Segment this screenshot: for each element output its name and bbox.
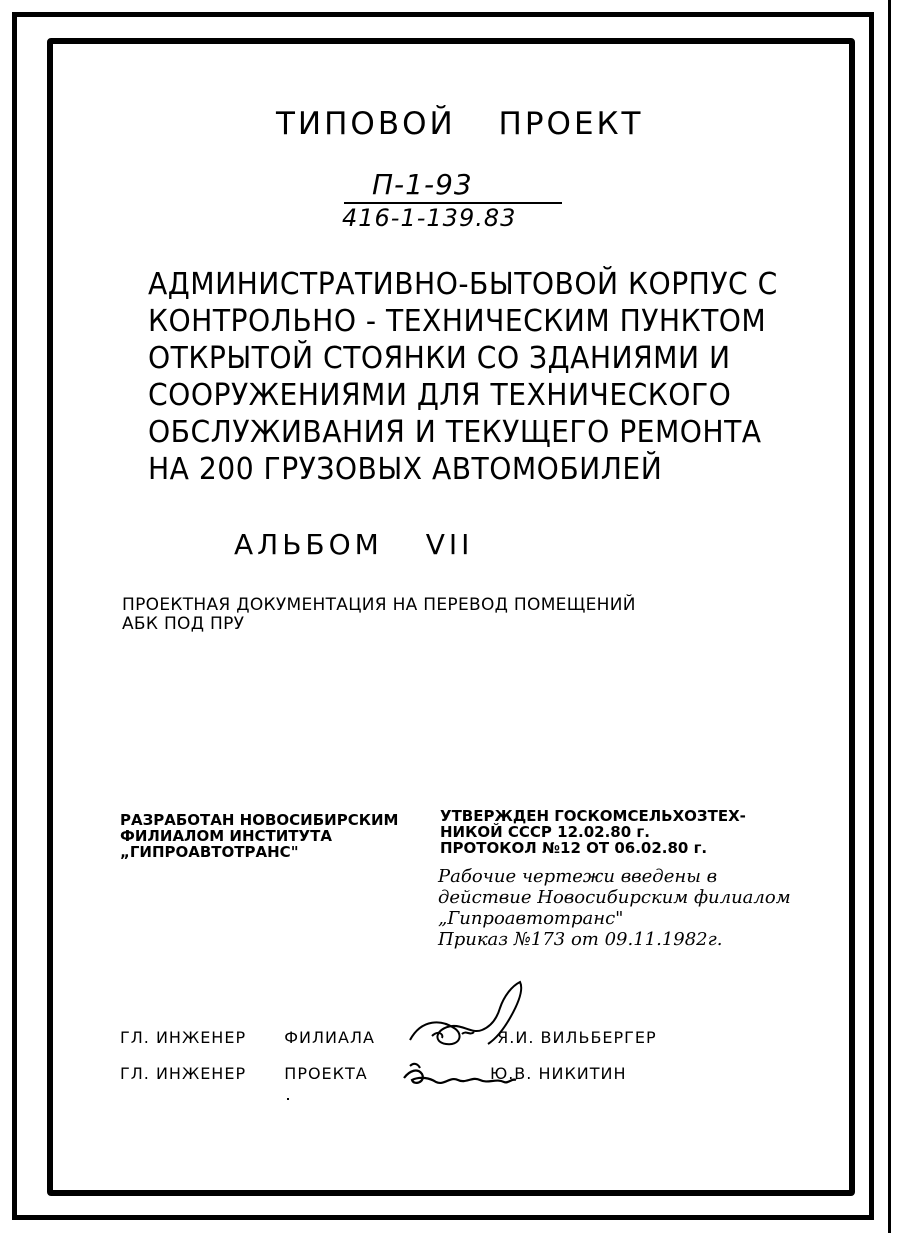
approval-line: УТВЕРЖДЕН ГОСКОМСЕЛЬХОЗТЕХ- [440, 807, 746, 825]
signature-row-branch [120, 1028, 657, 1047]
handwritten-signature-1 [402, 978, 532, 1058]
signature-unit: ПРОЕКТА [284, 1064, 368, 1083]
approval-line: НИКОЙ СССР 12.02.80 г. [440, 823, 650, 841]
project-series: ТИПОВОЙ ПРОЕКТ [276, 106, 644, 142]
title-line: ОБСЛУЖИВАНИЯ И ТЕКУЩЕГО РЕМОНТА [148, 415, 762, 450]
title-line: КОНТРОЛЬНО - ТЕХНИЧЕСКИМ ПУНКТОМ [148, 304, 767, 339]
project-code-denominator: 416-1-139.83 [342, 204, 517, 232]
signature-role: ГЛ. ИНЖЕНЕР [120, 1028, 247, 1047]
signature-name: Я.И. ВИЛЬБЕРГЕР [497, 1028, 657, 1047]
approval-block [440, 808, 746, 856]
note-line: „Гипроавтотранс" [438, 908, 624, 929]
document-description [122, 596, 636, 634]
developer-line: РАЗРАБОТАН НОВОСИБИРСКИМ [120, 811, 399, 829]
note-line: действие Новосибирским филиалом [438, 887, 791, 908]
developer-block [120, 812, 398, 860]
approval-line: ПРОТОКОЛ №12 ОТ 06.02.80 г. [440, 839, 708, 857]
signature-unit: ФИЛИАЛА [284, 1028, 375, 1047]
signature-name: Ю.В. НИКИТИН [489, 1064, 627, 1083]
album-label: АЛЬБОМ VII [234, 528, 474, 561]
page-edge-line [888, 0, 891, 1233]
title-line: АДМИНИСТРАТИВНО-БЫТОВОЙ КОРПУС С [148, 267, 778, 302]
note-line: Рабочие чертежи введены в [438, 866, 718, 887]
note-line: Приказ №173 от 09.11.1982г. [438, 929, 723, 950]
developer-line: ФИЛИАЛОМ ИНСТИТУТА [120, 827, 332, 845]
signature-role: ГЛ. ИНЖЕНЕР [120, 1064, 247, 1083]
developer-line: „ГИПРОАВТОТРАНС" [120, 843, 299, 861]
handwritten-note [438, 866, 791, 950]
project-title [148, 266, 818, 488]
title-line: НА 200 ГРУЗОВЫХ АВТОМОБИЛЕЙ [148, 452, 663, 487]
title-line: ОТКРЫТОЙ СТОЯНКИ СО ЗДАНИЯМИ И [148, 341, 731, 376]
project-code-numerator: П-1-93 [372, 168, 473, 201]
title-line: СООРУЖЕНИЯМИ ДЛЯ ТЕХНИЧЕСКОГО [148, 378, 732, 413]
description-line: ПРОЕКТНАЯ ДОКУМЕНТАЦИЯ НА ПЕРЕВОД ПОМЕЩЕНИЙ [122, 595, 636, 615]
signature-row-project [120, 1064, 627, 1083]
description-line: АБК ПОД ПРУ [122, 614, 245, 634]
stray-mark [287, 1098, 289, 1100]
handwritten-signature-2 [400, 1056, 520, 1096]
